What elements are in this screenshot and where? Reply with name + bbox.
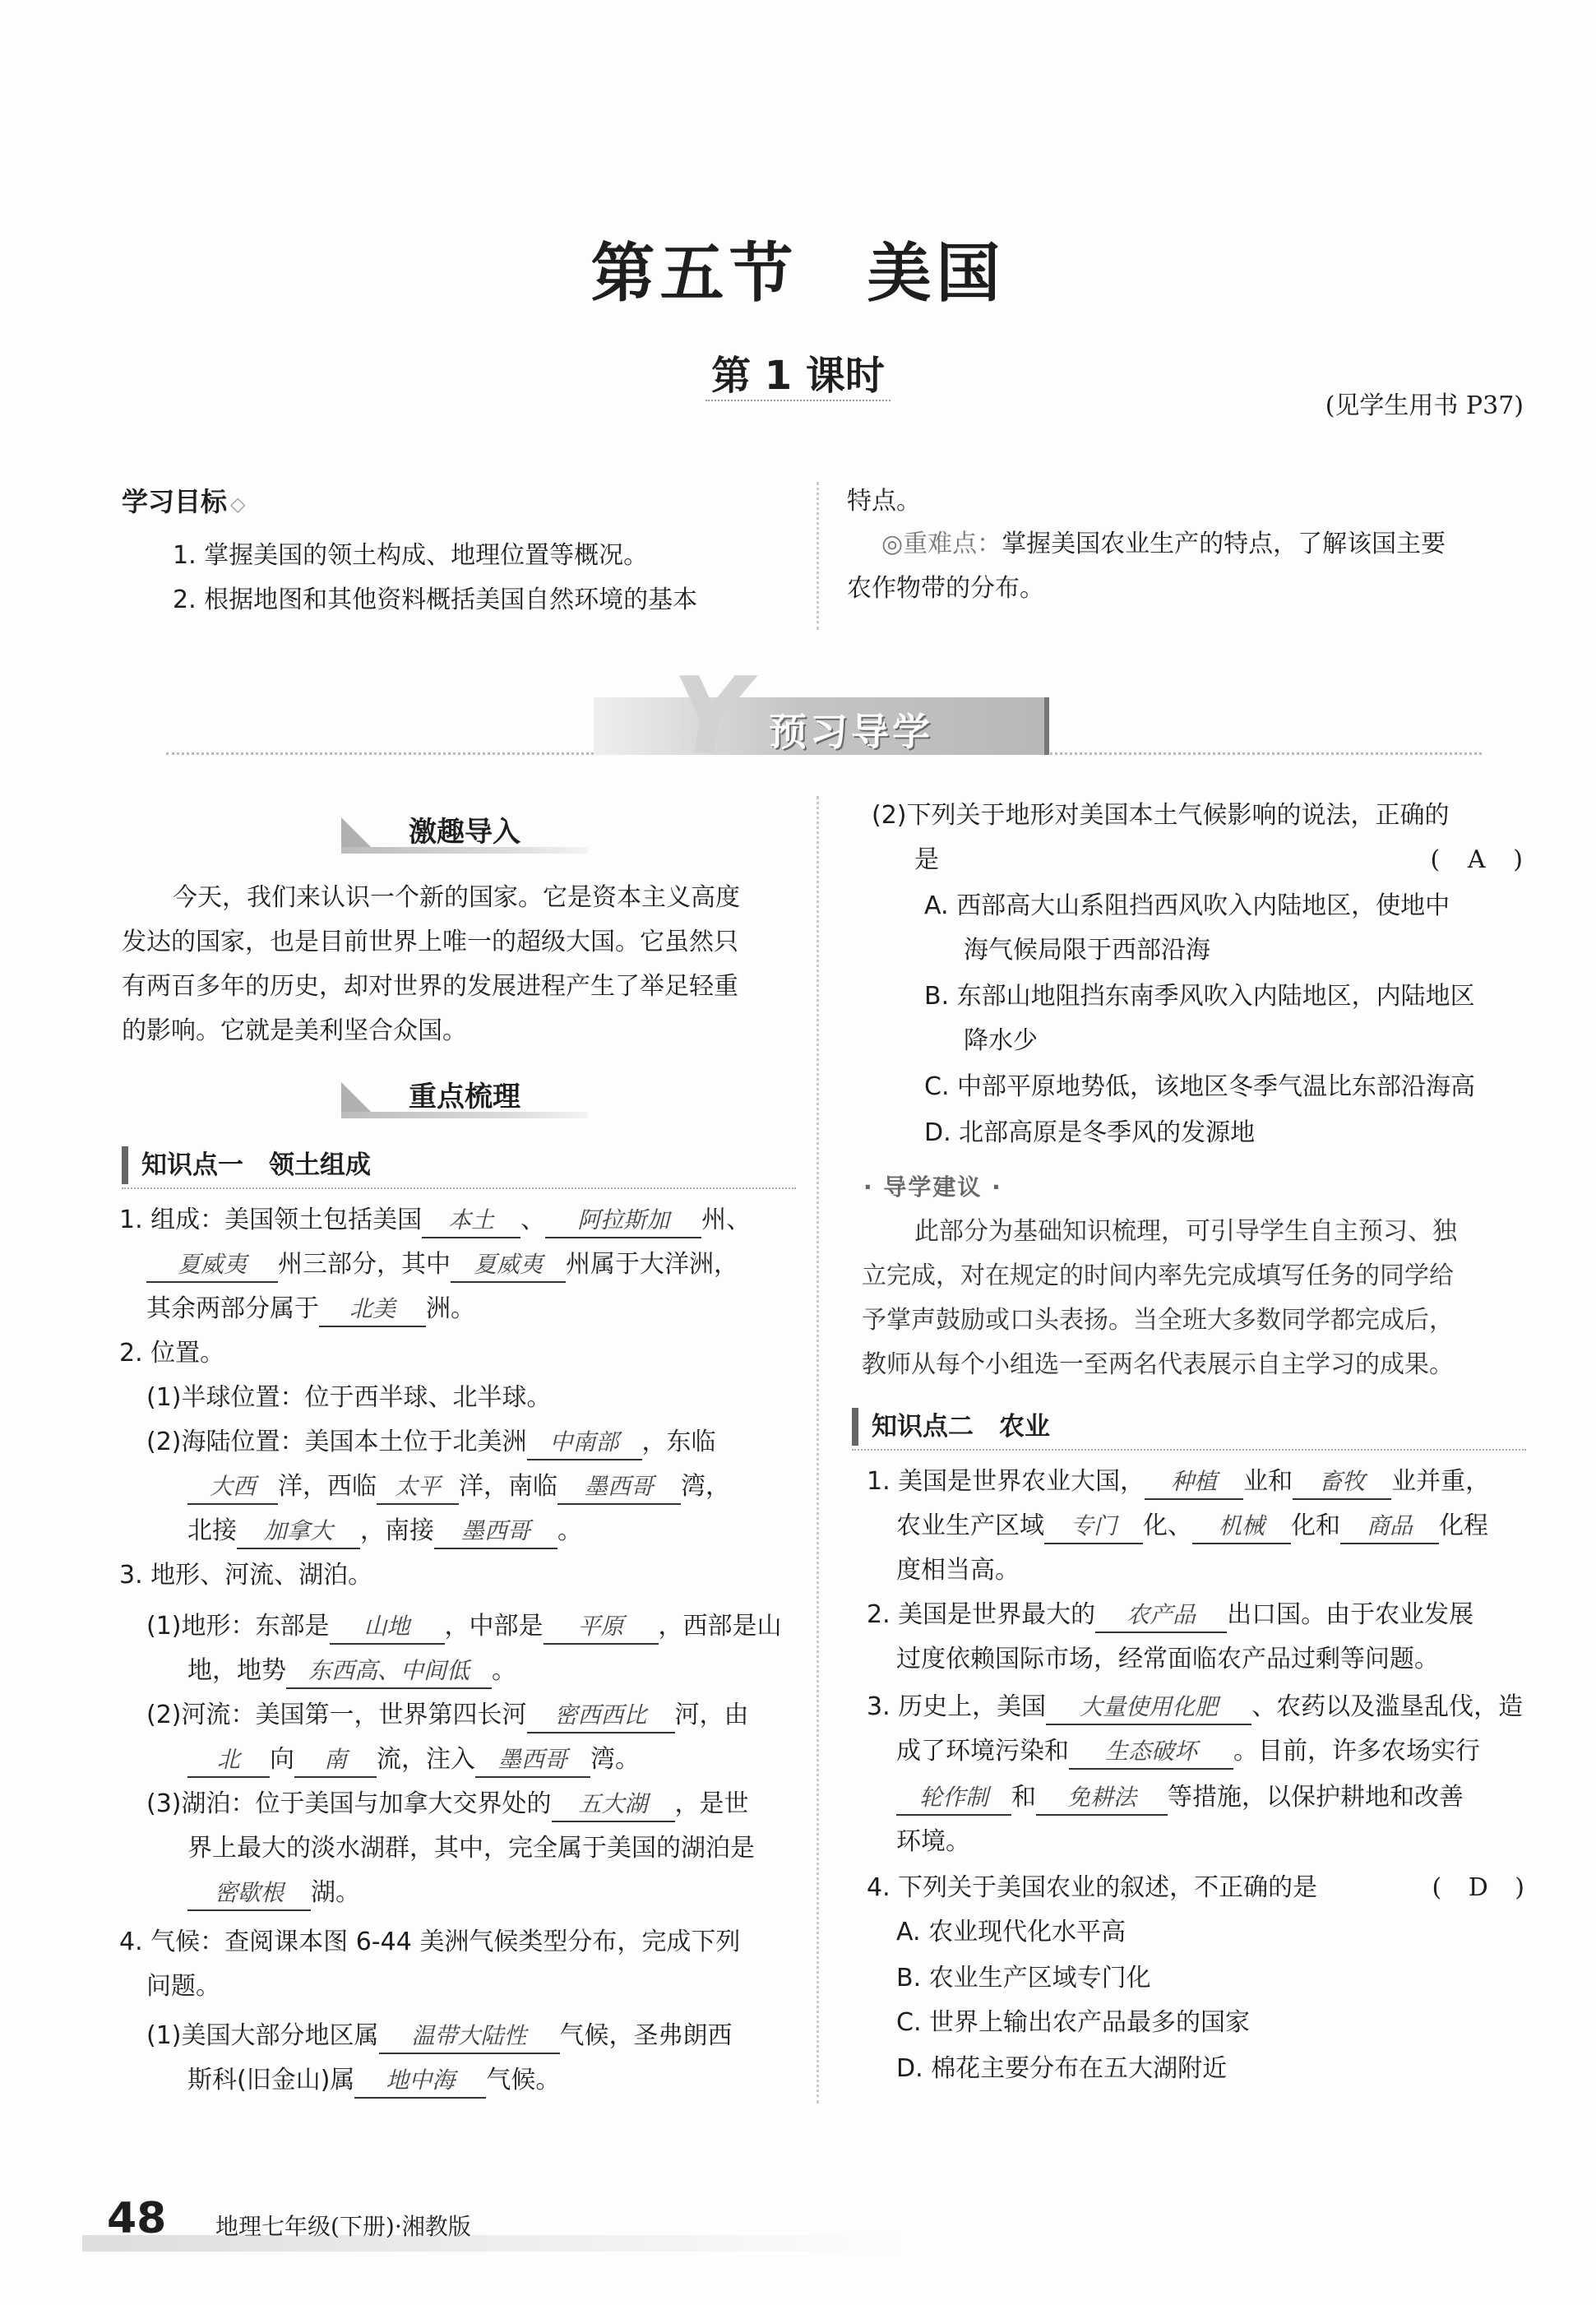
q2-option-d: D. 北部高原是冬季风的发源地 xyxy=(924,1118,1256,1147)
q2-option-a: A. 西部高大山系阻挡西风吹入内陆地区，使地中 xyxy=(924,891,1450,920)
kp1-q2-line1: (2)海陆位置：美国本土位于北美洲 中南部 ，东临 xyxy=(146,1419,716,1465)
goals-heading: 学习目标 ◇ xyxy=(122,486,246,517)
blank: 中南部 xyxy=(527,1426,642,1460)
blank: 轮作制 xyxy=(896,1781,1011,1816)
kp1-q2-line3: 北接 加拿大 ，南接 墨西哥 。 xyxy=(187,1508,582,1554)
blank: 生态破坏 xyxy=(1069,1735,1233,1770)
kp1-q2-line2: 大西 洋，西临 太平 洋，南临 墨西哥 湾， xyxy=(187,1464,730,1510)
blank: 免耕法 xyxy=(1036,1781,1168,1816)
blank: 北 xyxy=(187,1743,270,1778)
q4-answer: ( D ) xyxy=(1432,1865,1525,1911)
kp2-q4-stem: 4. 下列关于美国农业的叙述，不正确的是 ( D ) xyxy=(867,1865,1524,1911)
answer-letter: D xyxy=(1468,1873,1488,1902)
blank: 南 xyxy=(294,1743,377,1778)
blank: 太平 xyxy=(377,1470,459,1505)
blank: 东西高、中间低 xyxy=(286,1655,492,1689)
blank: 畜牧 xyxy=(1293,1465,1391,1500)
book-footer: 地理七年级(下册)·湘教版 xyxy=(215,2213,471,2240)
q2-option-b-cont: 降水少 xyxy=(964,1026,1038,1055)
guide-line-1: 此部分为基础知识梳理，可引导学生自主预习、独 xyxy=(914,1217,1457,1246)
q2-option-a-cont: 海气候局限于西部沿海 xyxy=(964,936,1210,965)
q2-stem-tail: 是 ( A ) xyxy=(914,837,1523,883)
lesson-underline xyxy=(705,400,891,401)
blank: 北美 xyxy=(319,1293,426,1327)
knowledge-point-1-heading: 知识点一 领土组成 xyxy=(122,1146,371,1184)
blank: 密歇根 xyxy=(187,1877,311,1911)
blank: 大西 xyxy=(187,1470,278,1505)
goal-1: 1. 掌握美国的领土构成、地理位置等概况。 xyxy=(173,541,649,570)
q2-option-b: B. 东部山地阻挡东南季风吹入内陆地区，内陆地区 xyxy=(924,982,1475,1011)
kp1-q3-head: 3. 地形、河流、湖泊。 xyxy=(119,1561,373,1590)
kp2-q3-line2: 成了环境污染和 生态破坏 。目前，许多农场实行 xyxy=(896,1729,1480,1775)
kp2-q2-line2: 过度依赖国际市场，经常面临农产品过剩等问题。 xyxy=(896,1645,1439,1673)
blank: 加拿大 xyxy=(237,1515,360,1549)
blank: 地中海 xyxy=(354,2064,486,2099)
kp1-q3-lake-1: (3)湖泊：位于美国与加拿大交界处的 五大湖 ，是世 xyxy=(146,1781,749,1827)
kp1-q1-line1: 1. 组成：美国领土包括美国 本土 、 阿拉斯加 州、 xyxy=(119,1197,751,1243)
intro-line-2: 发达的国家，也是目前世界上唯一的超级大国。它虽然只 xyxy=(122,928,738,956)
blank: 墨西哥 xyxy=(475,1743,590,1778)
kp1-q1-line3: 其余两部分属于 北美 洲。 xyxy=(146,1286,475,1332)
blank: 密西西比 xyxy=(527,1699,675,1733)
blank: 平原 xyxy=(544,1610,659,1645)
intro-line-4: 的影响。它就是美利坚合众国。 xyxy=(122,1016,467,1045)
blank: 山地 xyxy=(330,1610,445,1645)
knowledge-point-2-heading: 知识点二 农业 xyxy=(852,1408,1050,1446)
answer-letter: A xyxy=(1467,845,1486,874)
q2-option-c: C. 中部平原地势低，该地区冬季气温比东部沿海高 xyxy=(924,1072,1476,1101)
blank: 温带大陆性 xyxy=(379,2020,560,2054)
goal-2-continued: 特点。 xyxy=(847,487,921,516)
intro-heading: 激趣导入 xyxy=(341,814,588,850)
lesson-title: 第 1 课时 xyxy=(711,353,885,399)
intro-line-1: 今天，我们来认识一个新的国家。它是资本主义高度 xyxy=(173,883,740,912)
banner-y-letter: Y xyxy=(673,655,749,778)
kp1-q4-line2: 问题。 xyxy=(146,1972,220,2001)
kp1-q4-line1: 4. 气候：查阅课本图 6-44 美洲气候类型分布，完成下列 xyxy=(119,1928,741,1956)
kp1-q3-terrain-2: 地，地势 东西高、中间低 。 xyxy=(187,1648,516,1694)
kp2-q2-line1: 2. 美国是世界最大的 农产品 出口国。由于农业发展 xyxy=(867,1592,1473,1638)
blank: 阿拉斯加 xyxy=(545,1204,701,1238)
arrow-icon: ◇ xyxy=(230,493,246,516)
blank: 夏威夷 xyxy=(451,1248,566,1283)
kp1-q3-lake-2: 界上最大的淡水湖群，其中，完全属于美国的湖泊是 xyxy=(187,1834,755,1863)
guide-line-4: 教师从每个小组选一至两名代表展示自主学习的成果。 xyxy=(862,1350,1454,1379)
blank: 种植 xyxy=(1145,1465,1243,1500)
q2-answer: ( A ) xyxy=(1431,837,1524,883)
kp2-q4-option-b: B. 农业生产区域专门化 xyxy=(896,1964,1151,1993)
blank: 墨西哥 xyxy=(434,1515,557,1549)
guide-heading: · 导学建议 · xyxy=(863,1173,1002,1201)
key-difficult-points-cont: 农作物带的分布。 xyxy=(847,574,1044,603)
kp1-q2-head: 2. 位置。 xyxy=(119,1339,225,1368)
student-book-reference: (见学生用书 P37) xyxy=(1325,391,1524,420)
blank: 本土 xyxy=(422,1204,520,1238)
intro-line-3: 有两百多年的历史，却对世界的发展进程产生了举足轻重 xyxy=(122,972,738,1001)
key-difficult-points: ◎重难点：掌握美国农业生产的特点，了解该国主要 xyxy=(881,530,1446,558)
goal-2: 2. 根据地图和其他资料概括美国自然环境的基本 xyxy=(173,586,698,614)
blank: 商品 xyxy=(1340,1510,1439,1544)
footer-band xyxy=(82,2235,904,2252)
kp2-q3-line4: 环境。 xyxy=(896,1827,970,1856)
kp2-q1-line3: 度相当高。 xyxy=(896,1556,1020,1585)
blank: 墨西哥 xyxy=(557,1470,681,1505)
kp2-q1-line1: 1. 美国是世界农业大国， 种植 业和 畜牧 业并重， xyxy=(867,1459,1490,1505)
blank: 机械 xyxy=(1192,1510,1291,1544)
guide-line-2: 立完成，对在规定的时间内率先完成填写任务的同学给 xyxy=(862,1261,1454,1290)
guide-line-3: 予掌声鼓励或口头表扬。当全班大多数同学都完成后， xyxy=(862,1306,1454,1335)
kp2-rule xyxy=(852,1449,1526,1451)
kp2-q4-option-a: A. 农业现代化水平高 xyxy=(896,1918,1126,1946)
kp1-q3-river-2: 北 向 南 流，注入 墨西哥 湾。 xyxy=(187,1737,640,1783)
review-heading: 重点梳理 xyxy=(341,1079,588,1115)
blank: 农产品 xyxy=(1095,1599,1227,1633)
kp1-rule xyxy=(122,1187,796,1189)
section-banner: 预习导学 xyxy=(769,710,933,754)
kp1-q3-river-1: (2)河流：美国第一，世界第四长河 密西西比 河，由 xyxy=(146,1692,749,1738)
blank: 大量使用化肥 xyxy=(1046,1691,1251,1725)
blank: 夏威夷 xyxy=(146,1248,278,1283)
page-number: 48 xyxy=(107,2194,167,2243)
kp1-q2-hemisphere: (1)半球位置：位于西半球、北半球。 xyxy=(146,1383,552,1412)
kp2-q3-line1: 3. 历史上，美国 大量使用化肥 、农药以及滥垦乱伐，造 xyxy=(867,1684,1523,1730)
column-divider-top xyxy=(817,482,819,630)
blank: 五大湖 xyxy=(552,1788,675,1822)
kp2-q3-line3: 轮作制 和 免耕法 等措施，以保护耕地和改善 xyxy=(896,1775,1464,1821)
kp1-q1-line2: 夏威夷 州三部分，其中 夏威夷 州属于大洋洲， xyxy=(146,1242,738,1288)
kp1-q3-terrain-1: (1)地形：东部是 山地 ，中部是 平原 ，西部是山 xyxy=(146,1604,782,1650)
kp1-q3-lake-3: 密歇根 湖。 xyxy=(187,1870,360,1916)
kp1-q4-line4: 斯科(旧金山)属 地中海 气候。 xyxy=(187,2057,560,2104)
column-divider-main xyxy=(817,796,819,2104)
q2-stem: (2)下列关于地形对美国本土气候影响的说法，正确的 xyxy=(872,801,1450,830)
kp2-q1-line2: 农业生产区域 专门 化、 机械 化和 商品 化程 xyxy=(896,1503,1488,1549)
page-title: 第五节 美国 xyxy=(590,237,1006,311)
kp2-q4-option-c: C. 世界上输出农产品最多的国家 xyxy=(896,2008,1251,2037)
blank: 专门 xyxy=(1044,1510,1143,1544)
kp2-q4-option-d: D. 棉花主要分布在五大湖附近 xyxy=(896,2054,1228,2083)
kp1-q4-line3: (1)美国大部分地区属 温带大陆性 气候，圣弗朗西 xyxy=(146,2013,733,2059)
